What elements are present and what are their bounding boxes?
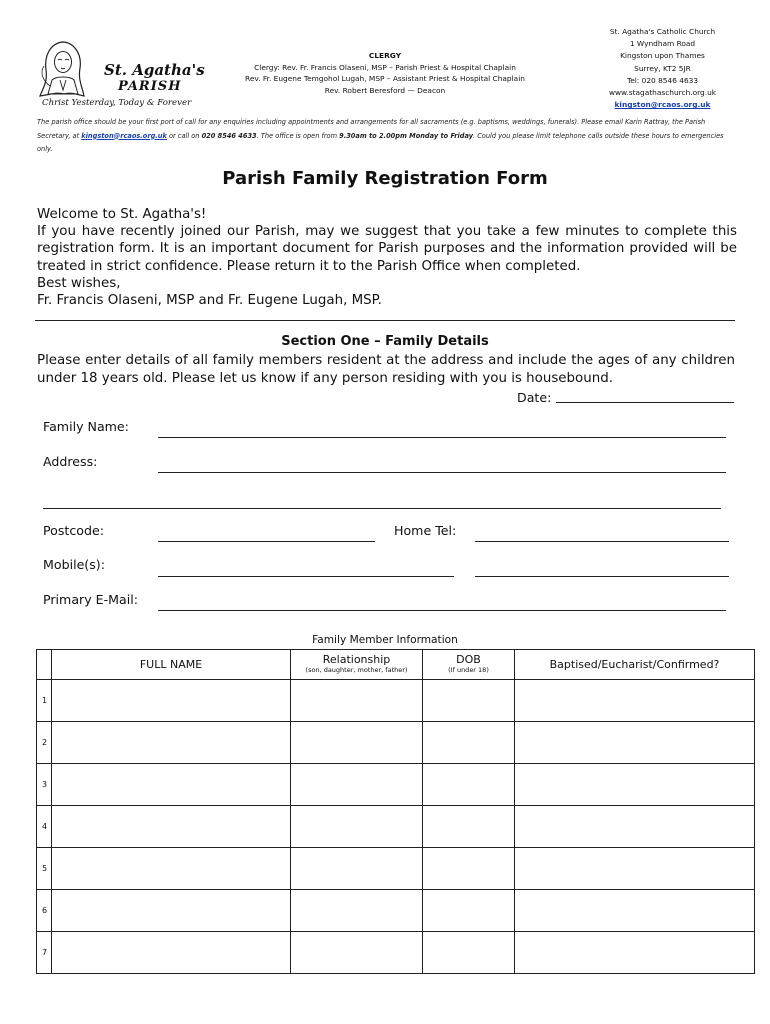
table-header-row bbox=[37, 650, 755, 680]
table-row bbox=[37, 848, 755, 890]
full-name-cell[interactable] bbox=[52, 764, 291, 806]
notice-text: The parish office should be your first port of call for any enquiries including appointments and arrangements for all sacraments (e.g. baptisms, weddings, funerals). Please email Karin Rattray, the Parish Secretary, at bbox=[37, 118, 706, 140]
header-dob-hint: (If under 18) bbox=[448, 666, 489, 674]
full-name-cell[interactable] bbox=[52, 680, 291, 722]
welcome-body: If you have recently joined our Parish, may we suggest that you take a few minutes to complete this registration form. It is an important document for Parish purposes and the information provided will be treated in strict confidence. Please return it to the Parish Office when completed. bbox=[37, 224, 737, 274]
row-number: 7 bbox=[37, 932, 52, 974]
table-row bbox=[37, 932, 755, 974]
relationship-cell[interactable] bbox=[291, 890, 423, 932]
logo-name: St. Agatha's bbox=[104, 61, 205, 79]
sacraments-cell[interactable] bbox=[515, 806, 755, 848]
dob-cell[interactable] bbox=[423, 806, 515, 848]
sacraments-cell[interactable] bbox=[515, 932, 755, 974]
home-tel-label: Home Tel: bbox=[394, 523, 457, 538]
postcode-field[interactable] bbox=[158, 541, 375, 542]
full-name-cell[interactable] bbox=[52, 890, 291, 932]
relationship-cell[interactable] bbox=[291, 680, 423, 722]
full-name-cell[interactable] bbox=[52, 806, 291, 848]
row-number: 1 bbox=[37, 680, 52, 722]
email-label: Primary E-Mail: bbox=[43, 592, 138, 607]
relationship-cell[interactable] bbox=[291, 848, 423, 890]
logo-parish: PARISH bbox=[118, 79, 182, 94]
family-name-field[interactable] bbox=[158, 437, 726, 438]
family-members-table bbox=[36, 649, 755, 974]
mobile-field-1[interactable] bbox=[158, 576, 454, 577]
address-line: 1 Wyndham Road bbox=[629, 39, 696, 49]
clergy-heading: CLERGY bbox=[368, 51, 402, 60]
sacraments-cell[interactable] bbox=[515, 722, 755, 764]
dob-cell[interactable] bbox=[423, 722, 515, 764]
notice-text: or call on bbox=[166, 131, 202, 140]
relationship-cell[interactable] bbox=[291, 722, 423, 764]
website-link[interactable]: www.stagathaschurch.org.uk bbox=[608, 88, 717, 98]
row-number: 4 bbox=[37, 806, 52, 848]
dob-cell[interactable] bbox=[423, 890, 515, 932]
header-dob-label: DOB bbox=[456, 653, 481, 666]
header-relationship bbox=[291, 650, 423, 680]
row-number: 3 bbox=[37, 764, 52, 806]
mobile-label: Mobile(s): bbox=[43, 557, 105, 572]
full-name-cell[interactable] bbox=[52, 722, 291, 764]
row-number: 6 bbox=[37, 890, 52, 932]
logo-motto: Christ Yesterday, Today & Forever bbox=[42, 98, 192, 108]
mobile-field-2[interactable] bbox=[475, 576, 729, 577]
welcome-signoff: Best wishes, bbox=[37, 275, 121, 291]
notice-hours: 9.30am to 2.00pm Monday to Friday bbox=[339, 131, 474, 140]
date-field[interactable] bbox=[556, 402, 734, 403]
email-field[interactable] bbox=[158, 610, 726, 611]
relationship-cell[interactable] bbox=[291, 932, 423, 974]
notice-text: . Could you please limit telephone calls outside these hours to emergencies only. bbox=[37, 131, 724, 153]
header-number bbox=[37, 650, 52, 680]
form-title: Parish Family Registration Form bbox=[222, 168, 548, 189]
address-line: St. Agatha's Catholic Church bbox=[609, 27, 716, 36]
row-number: 5 bbox=[37, 848, 52, 890]
notice-email-link[interactable]: kingston@rcaos.org.uk bbox=[81, 131, 167, 140]
clergy-line: Clergy: Rev. Fr. Francis Olaseni, MSP – Parish Priest & Hospital Chaplain bbox=[254, 62, 516, 72]
notice-phone: 020 8546 4633 bbox=[201, 131, 257, 140]
sacraments-cell[interactable] bbox=[515, 680, 755, 722]
table-row bbox=[37, 722, 755, 764]
header-sacraments: Baptised/Eucharist/Confirmed? bbox=[515, 650, 755, 680]
notice-text: . The office is open from bbox=[256, 131, 340, 140]
home-tel-field[interactable] bbox=[475, 541, 729, 542]
address-line: Kingston upon Thames bbox=[620, 51, 705, 61]
table-row bbox=[37, 806, 755, 848]
address-field-line1[interactable] bbox=[158, 472, 726, 473]
header-relationship-label: Relationship bbox=[322, 653, 391, 666]
divider bbox=[35, 320, 735, 321]
office-notice bbox=[37, 116, 737, 157]
section-intro: Please enter details of all family members resident at the address and include the ages of any children under 18 years old. Please let us know if any person residing with you is housebound. bbox=[37, 353, 735, 386]
address-label: Address: bbox=[43, 454, 98, 469]
welcome-text bbox=[37, 206, 737, 309]
dob-cell[interactable] bbox=[423, 848, 515, 890]
family-name-label: Family Name: bbox=[43, 419, 129, 434]
table-row bbox=[37, 764, 755, 806]
full-name-cell[interactable] bbox=[52, 848, 291, 890]
header-full-name: FULL NAME bbox=[52, 650, 291, 680]
sacraments-cell[interactable] bbox=[515, 764, 755, 806]
full-name-cell[interactable] bbox=[52, 932, 291, 974]
section-title: Section One – Family Details bbox=[281, 334, 489, 349]
welcome-signature: Fr. Francis Olaseni, MSP and Fr. Eugene Lugah, MSP. bbox=[37, 293, 382, 309]
header-dob bbox=[423, 650, 515, 680]
clergy-line: Rev. Fr. Eugene Temgohol Lugah, MSP – Assistant Priest & Hospital Chaplain bbox=[245, 74, 525, 83]
clergy-block bbox=[215, 50, 555, 96]
dob-cell[interactable] bbox=[423, 764, 515, 806]
dob-cell[interactable] bbox=[423, 932, 515, 974]
relationship-cell[interactable] bbox=[291, 764, 423, 806]
clergy-line: Rev. Robert Beresford — Deacon bbox=[324, 85, 446, 95]
welcome-greeting: Welcome to St. Agatha's! bbox=[37, 207, 207, 222]
dob-cell[interactable] bbox=[423, 680, 515, 722]
table-row bbox=[37, 890, 755, 932]
header-relationship-hint: (son, daughter, mother, father) bbox=[305, 666, 408, 674]
parish-logo bbox=[38, 36, 213, 112]
address-field-line2[interactable] bbox=[43, 508, 721, 509]
postcode-label: Postcode: bbox=[43, 523, 104, 538]
church-address bbox=[560, 26, 765, 111]
date-label: Date: bbox=[517, 390, 552, 405]
sacraments-cell[interactable] bbox=[515, 890, 755, 932]
table-row bbox=[37, 680, 755, 722]
phone-line: Tel: 020 8546 4633 bbox=[626, 75, 699, 85]
sacraments-cell[interactable] bbox=[515, 848, 755, 890]
row-number: 2 bbox=[37, 722, 52, 764]
table-caption: Family Member Information bbox=[312, 634, 458, 646]
relationship-cell[interactable] bbox=[291, 806, 423, 848]
address-line: Surrey, KT2 5JR bbox=[634, 63, 691, 73]
email-link[interactable]: kingston@rcaos.org.uk bbox=[614, 100, 711, 110]
